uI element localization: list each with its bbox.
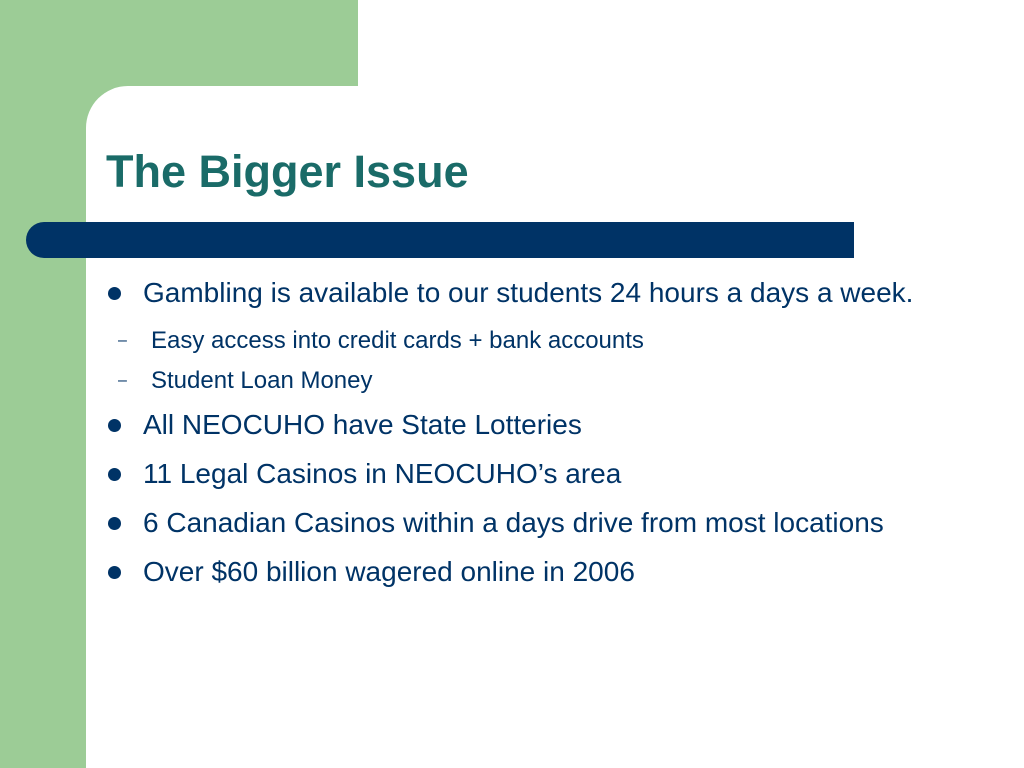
sub-bullet-text: Easy access into credit cards + bank accounts	[151, 327, 644, 354]
bullet-dot-icon	[108, 468, 121, 481]
bullet-dot-icon	[108, 287, 121, 300]
bullet-text: 11 Legal Casinos in NEOCUHO’s area	[143, 458, 622, 489]
sub-bullet-text: Student Loan Money	[151, 367, 373, 394]
title-underline-bar	[26, 222, 854, 258]
bullet-item	[106, 502, 916, 543]
sub-bullet-item	[106, 321, 916, 361]
slide-title: The Bigger Issue	[106, 146, 469, 197]
bullet-dot-icon	[108, 566, 121, 579]
sub-bullet-list	[106, 321, 916, 401]
bullet-item	[106, 272, 916, 313]
dash-icon: –	[118, 332, 127, 349]
bullet-dot-icon	[108, 419, 121, 432]
bullet-text: 6 Canadian Casinos within a days drive from most locations	[143, 507, 884, 538]
bullet-text: All NEOCUHO have State Lotteries	[143, 409, 582, 440]
bullet-item	[106, 551, 916, 592]
bullet-dot-icon	[108, 517, 121, 530]
sub-bullet-item	[106, 361, 916, 401]
bullet-text: Over $60 billion wagered online in 2006	[143, 556, 635, 587]
top-white-strip	[358, 0, 1024, 86]
bullet-item	[106, 453, 916, 494]
bullet-list	[106, 272, 916, 600]
bullet-item	[106, 404, 916, 445]
bullet-text: Gambling is available to our students 24 hours a days a week.	[143, 277, 914, 308]
dash-icon: –	[118, 372, 127, 389]
